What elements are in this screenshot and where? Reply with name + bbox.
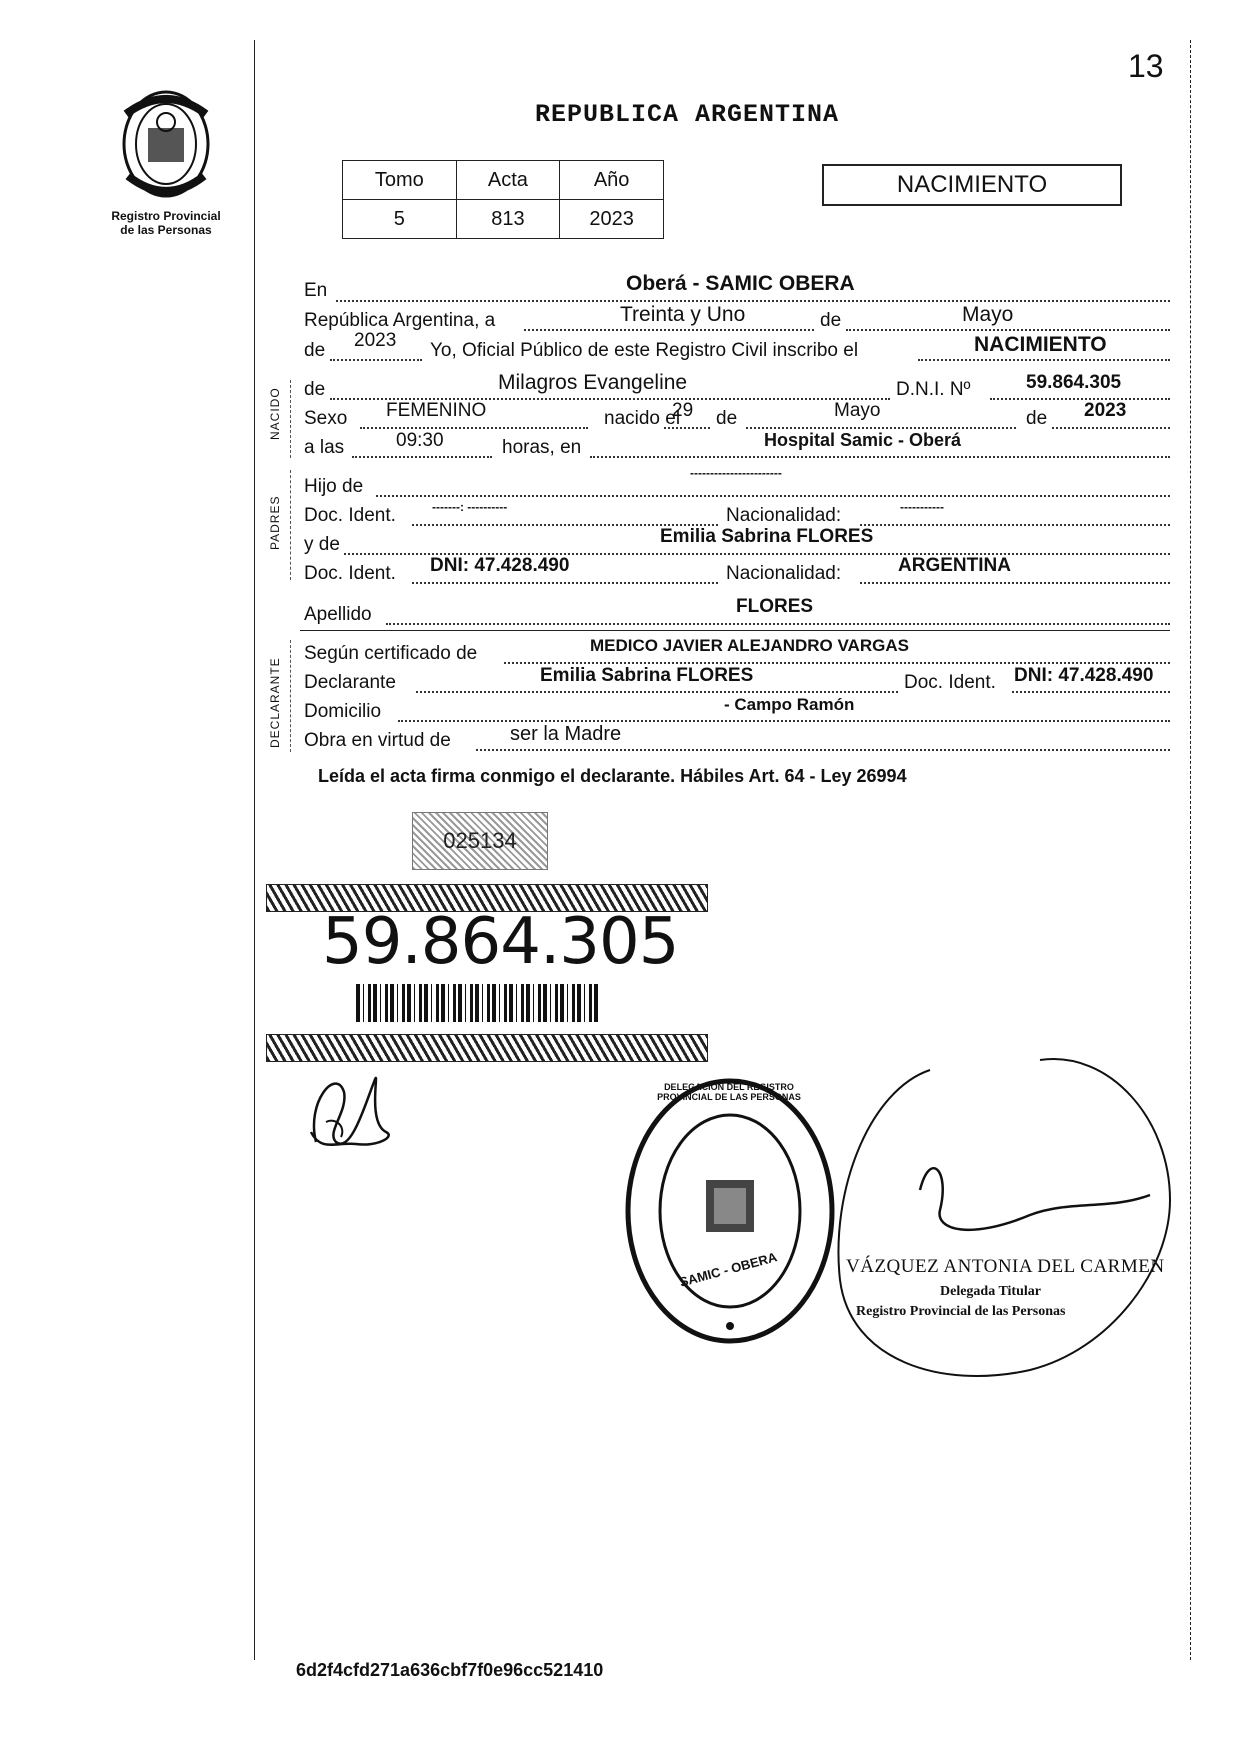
dotted-line (664, 427, 710, 429)
declarante-doc: DNI: 47.428.490 (1014, 665, 1154, 686)
dotted-line (416, 691, 898, 693)
sexo-label: Sexo (304, 408, 348, 429)
dotted-line (746, 427, 1016, 429)
madre-nacionalidad: ARGENTINA (898, 555, 1011, 576)
obra-value: ser la Madre (510, 723, 622, 745)
en-label: En (304, 280, 328, 301)
obra-label: Obra en virtud de (304, 730, 451, 751)
a-las-label: a las (304, 437, 345, 458)
nacido-lugar: Hospital Samic - Oberá (764, 430, 962, 450)
dni-label: D.N.I. Nº (896, 379, 971, 400)
dotted-line (1052, 427, 1170, 429)
padre-nacionalidad: ----------- (900, 500, 944, 514)
nacionalidad-label: Nacionalidad: (726, 505, 842, 526)
sexo-value: FEMENINO (386, 400, 487, 421)
padres-side-label: PADRES (268, 495, 282, 550)
dotted-line (386, 623, 1170, 625)
nacido-el-label: nacido el (604, 408, 681, 429)
domicilio-value: - Campo Ramón (724, 695, 855, 714)
dotted-line (360, 427, 588, 429)
dotted-line (590, 456, 1170, 458)
page-number: 13 (1128, 48, 1164, 84)
table-cell-acta: 813 (456, 200, 560, 239)
registry-logo (96, 84, 236, 237)
nacido-hora: 09:30 (396, 430, 444, 451)
de-label: de (1026, 408, 1048, 429)
declarante-label: Declarante (304, 672, 396, 693)
dotted-line (476, 749, 1170, 751)
section-bracket (290, 640, 291, 752)
logo-caption-line2: de las Personas (120, 223, 212, 237)
en-value: Oberá - SAMIC OBERA (626, 272, 855, 295)
padre-nombre: ----------------------- (690, 466, 782, 480)
signatory-name: VÁZQUEZ ANTONIA DEL CARMEN (846, 1256, 1165, 1277)
padre-doc: -------: ---------- (432, 500, 508, 514)
dni-sticker-number: 59.864.305 (322, 905, 679, 979)
dotted-line (1012, 691, 1170, 693)
nacido-dni: 59.864.305 (1026, 372, 1122, 393)
section-bracket (290, 380, 291, 458)
table-header: Tomo (343, 161, 457, 200)
domicilio-label: Domicilio (304, 701, 382, 722)
security-band-bottom (266, 1034, 708, 1062)
mes-inscripcion: Mayo (962, 303, 1014, 326)
de-label: de (716, 408, 738, 429)
de-label: de (304, 379, 326, 400)
security-number-stamp: 025134 (412, 812, 548, 870)
dotted-line (352, 456, 492, 458)
dotted-line (376, 495, 1170, 497)
apellido-label: Apellido (304, 604, 372, 625)
doc-ident-label: Doc. Ident. (904, 672, 996, 693)
dotted-line (860, 524, 1170, 526)
section-bracket (290, 470, 291, 580)
declarante-side-label: DECLARANTE (268, 657, 282, 748)
nacido-nombre: Milagros Evangeline (498, 371, 688, 394)
nacido-dia: 29 (672, 400, 694, 421)
hijo-de-label: Hijo de (304, 476, 364, 497)
hash-code: 6d2f4cfd271a636cbf7f0e96cc521410 (296, 1660, 604, 1680)
inscribo-text: Yo, Oficial Público de este Registro Civil inscribo el (430, 340, 859, 361)
province-seal-icon (96, 84, 236, 204)
y-de-label: y de (304, 534, 340, 555)
barcode (356, 984, 600, 1022)
de-label: de (304, 340, 326, 361)
dotted-line (336, 300, 1170, 302)
dotted-line (504, 662, 1170, 664)
dotted-line (918, 359, 1170, 361)
signatory-office: Registro Provincial de las Personas (856, 1304, 1066, 1319)
doc-ident-label: Doc. Ident. (304, 563, 396, 584)
dotted-line (860, 582, 1170, 584)
nacionalidad-label: Nacionalidad: (726, 563, 842, 584)
certificado-value: MEDICO JAVIER ALEJANDRO VARGAS (590, 636, 909, 655)
declarant-signature (296, 1062, 406, 1158)
table-header: Año (560, 161, 664, 200)
nacido-anio: 2023 (1084, 400, 1127, 421)
signatory-role: Delegada Titular (940, 1284, 1041, 1299)
dotted-line (846, 329, 1170, 331)
closing-text: Leída el acta firma conmigo el declarante. Hábiles Art. 64 - Ley 26994 (318, 766, 907, 786)
nacido-side-label: NACIDO (268, 387, 282, 440)
madre-nombre: Emilia Sabrina FLORES (660, 526, 874, 547)
de-label: de (820, 310, 842, 331)
doc-ident-label: Doc. Ident. (304, 505, 396, 526)
registrar-signature (810, 1040, 1190, 1400)
table-cell-tomo: 5 (343, 200, 457, 239)
apellido-value: FLORES (736, 596, 814, 617)
table-cell-anio: 2023 (560, 200, 664, 239)
republica-label: República Argentina, a (304, 310, 496, 331)
dotted-line (412, 582, 718, 584)
left-margin-line (254, 40, 255, 1660)
dia-letras: Treinta y Uno (620, 303, 746, 326)
horas-en-label: horas, en (502, 437, 582, 458)
table-header: Acta (456, 161, 560, 200)
official-stamp (624, 1076, 836, 1346)
inscribo-value: NACIMIENTO (974, 333, 1107, 356)
stamp-ring-text: DELEGACIÓN DEL REGISTRO PROVINCIAL DE LAS PERSONAS (657, 1082, 801, 1102)
acta-table (342, 160, 664, 239)
certificado-label: Según certificado de (304, 643, 478, 664)
document-type-box: NACIMIENTO (822, 164, 1122, 206)
dotted-line (398, 720, 1170, 722)
madre-doc: DNI: 47.428.490 (430, 555, 570, 576)
dotted-line (524, 329, 814, 331)
declarante-nombre: Emilia Sabrina FLORES (540, 665, 754, 686)
nacido-mes: Mayo (834, 400, 881, 421)
section-divider (300, 630, 1170, 631)
anio-inscripcion: 2023 (354, 330, 397, 351)
logo-caption-line1: Registro Provincial (111, 209, 221, 223)
dotted-line (990, 398, 1170, 400)
right-margin-line (1190, 40, 1191, 1660)
country-title: REPUBLICA ARGENTINA (535, 100, 840, 129)
stamp-inner-text: SAMIC - OBERA (677, 1249, 779, 1290)
dotted-line (330, 359, 422, 361)
